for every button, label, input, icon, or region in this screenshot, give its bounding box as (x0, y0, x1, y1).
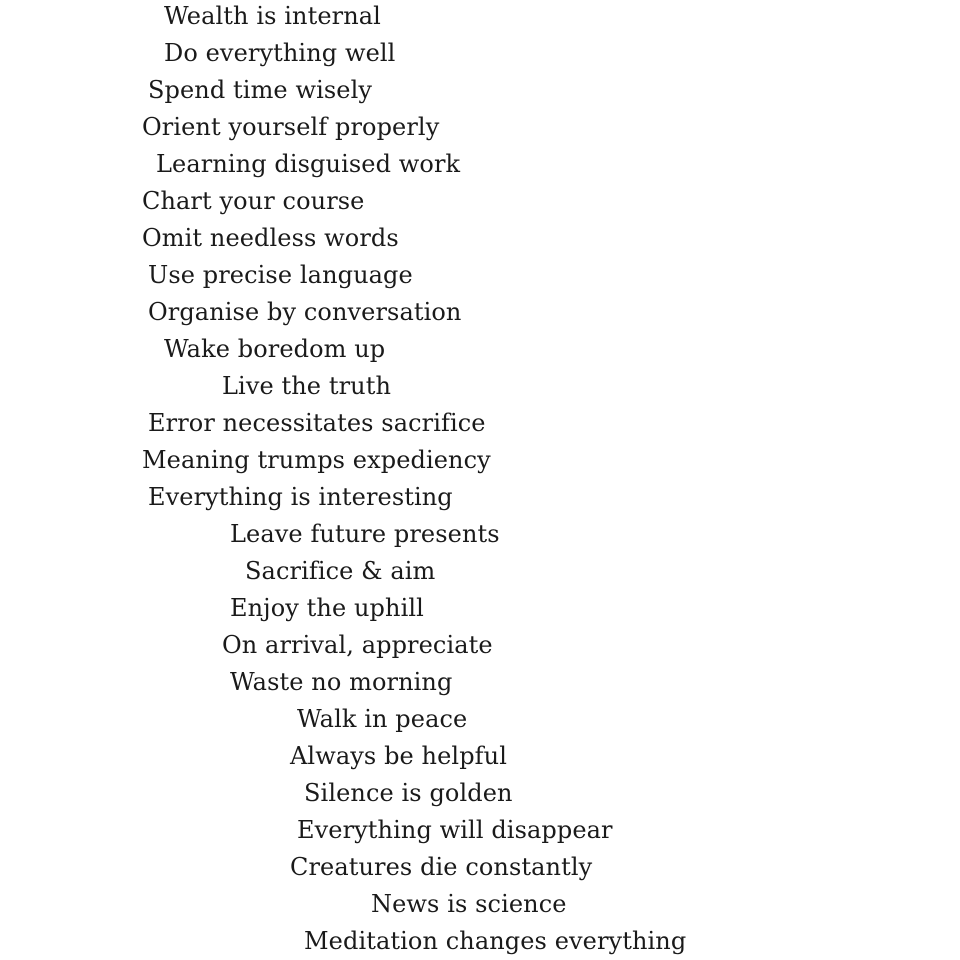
line-13: Meaning trumps expediency (142, 446, 491, 474)
line-21: Always be helpful (290, 742, 507, 770)
line-14: Everything is interesting (148, 483, 453, 511)
line-12: Error necessitates sacrifice (148, 409, 486, 437)
line-22: Silence is golden (304, 779, 513, 807)
line-15: Leave future presents (230, 520, 500, 548)
line-6: Chart your course (142, 187, 365, 215)
line-9: Organise by conversation (148, 298, 462, 326)
line-24: Creatures die constantly (290, 853, 593, 881)
line-2: Do everything well (164, 39, 396, 67)
line-16: Sacrifice & aim (245, 557, 436, 585)
line-20: Walk in peace (297, 705, 468, 733)
line-7: Omit needless words (142, 224, 399, 252)
line-3: Spend time wisely (148, 76, 373, 104)
line-25: News is science (371, 890, 567, 918)
line-5: Learning disguised work (156, 150, 461, 178)
line-23: Everything will disappear (297, 816, 613, 844)
line-1: Wealth is internal (164, 2, 381, 30)
line-18: On arrival, appreciate (222, 631, 493, 659)
line-26: Meditation changes everything (304, 927, 687, 955)
line-4: Orient yourself properly (142, 113, 440, 141)
line-19: Waste no morning (230, 668, 453, 696)
line-11: Live the truth (222, 372, 392, 400)
line-8: Use precise language (148, 261, 413, 289)
line-17: Enjoy the uphill (230, 594, 424, 622)
line-10: Wake boredom up (164, 335, 386, 363)
